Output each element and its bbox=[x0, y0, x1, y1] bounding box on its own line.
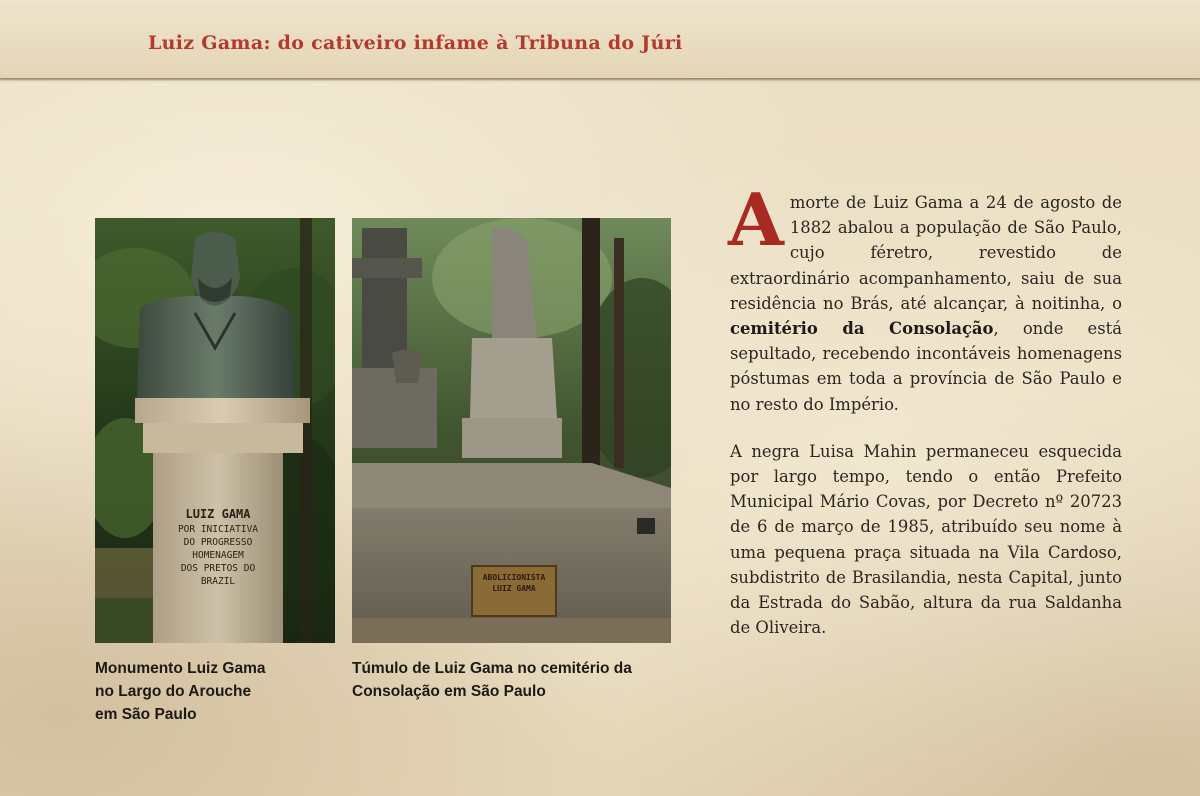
caption-line: Monumento Luiz Gama bbox=[95, 660, 266, 677]
page-title: Luiz Gama: do cativeiro infame à Tribuna do Júri bbox=[148, 32, 683, 54]
photo-caption-tomb bbox=[352, 657, 671, 703]
caption-line: em São Paulo bbox=[95, 706, 197, 723]
header-divider bbox=[0, 78, 1200, 81]
drop-cap: A bbox=[728, 177, 784, 262]
plaque-line: LUIZ GAMA bbox=[492, 584, 536, 593]
pedestal-line: BRAZIL bbox=[200, 576, 236, 587]
caption-line: no Largo do Arouche bbox=[95, 683, 252, 700]
paragraph-2: A negra Luisa Mahin permaneceu esquecida por largo tempo, tendo o então Prefeito Municipal Mário Covas, por Decreto nº 20723 de 6 de março de 1985, atribuído seu nome à uma pequena praça situada na Vila Cardoso, subdistrito de Brasilandia, nesta Capital, junto da Estrada do Sabão, altura da rua Saldanha de Oliveira. bbox=[730, 441, 1122, 638]
pedestal-line: HOMENAGEM bbox=[192, 550, 244, 561]
paragraph-1 bbox=[728, 177, 1123, 417]
caption-line: Consolação em São Paulo bbox=[352, 683, 546, 700]
caption-line: Túmulo de Luiz Gama no cemitério da bbox=[352, 660, 632, 677]
pedestal-line: DOS PRETOS DO bbox=[180, 563, 256, 574]
article-body bbox=[728, 177, 1123, 640]
paragraph-text: morte de Luiz Gama a 24 de agosto de 1882 abalou a população de São Paulo, cujo féretro, revestido de extraordinário acompanhamento, saiu de sua residência no Brás, até alcançar, à noitinha, o bbox=[730, 193, 1122, 313]
photo-caption-monument bbox=[95, 657, 335, 726]
tomb-photo bbox=[352, 218, 671, 643]
pedestal-line: DO PROGRESSO bbox=[183, 537, 253, 548]
pedestal-line: POR INICIATIVA bbox=[177, 524, 259, 535]
pedestal-line: LUIZ GAMA bbox=[185, 507, 251, 521]
plaque-line: ABOLICIONISTA bbox=[482, 573, 546, 582]
paragraph-text: , onde está sepultado, recebendo incontáveis homenagens póstumas em toda a província de São Paulo e no resto do Império. bbox=[730, 319, 1123, 414]
highlighted-place: cemitério da Consolação bbox=[730, 319, 994, 339]
statue-bust-photo bbox=[95, 218, 335, 643]
